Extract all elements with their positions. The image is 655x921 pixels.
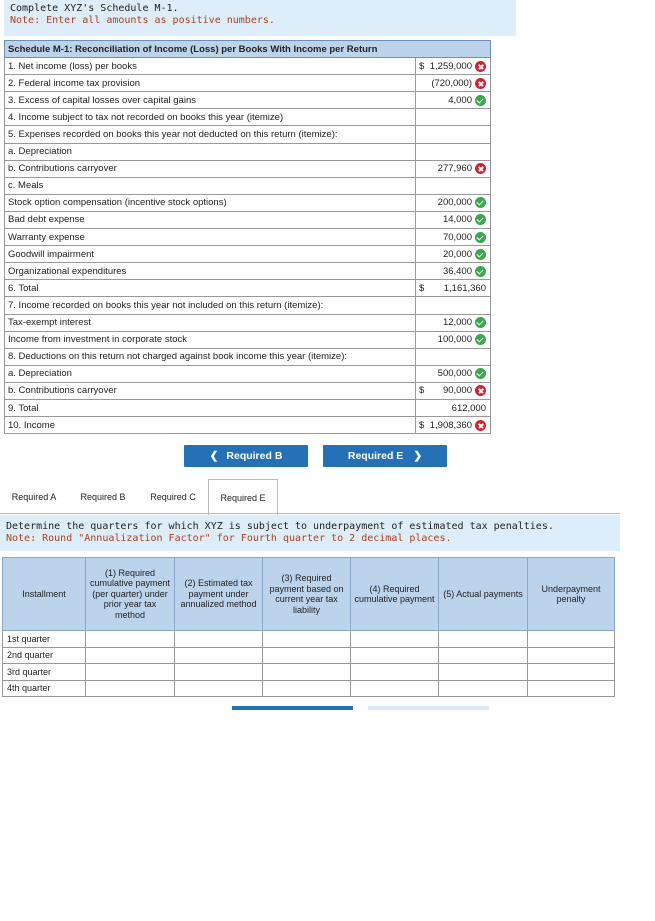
check-icon	[475, 334, 486, 345]
schedule-amount-input[interactable]	[416, 160, 491, 177]
schedule-amount-input[interactable]	[416, 92, 491, 109]
penalty-row	[3, 680, 615, 697]
schedule-row-label: 7. Income recorded on books this year not included on this return (itemize):	[5, 297, 416, 314]
schedule-amount-input[interactable]	[416, 314, 491, 331]
amount-value: 1,161,360	[443, 282, 486, 294]
schedule-amount-input[interactable]	[416, 109, 491, 126]
schedule-amount-input[interactable]	[416, 297, 491, 314]
schedule-row-label: Organizational expenditures	[5, 263, 416, 280]
penalty-table	[2, 557, 615, 697]
schedule-row-label: 4. Income subject to tax not recorded on books this year (itemize)	[5, 109, 416, 126]
next-required-button[interactable]	[323, 445, 447, 467]
schedule-row	[5, 92, 491, 109]
schedule-amount-input[interactable]	[416, 348, 491, 365]
header-annualized-method: (2) Estimated tax payment under annualized method	[175, 558, 263, 631]
penalty-row	[3, 631, 615, 648]
header-required-cumulative: (4) Required cumulative payment	[351, 558, 439, 631]
check-icon	[475, 317, 486, 328]
schedule-row	[5, 348, 491, 365]
header-current-year-liability: (3) Required payment based on current year tax liability	[263, 558, 351, 631]
check-icon	[475, 95, 486, 106]
penalty-input-cell[interactable]	[263, 647, 351, 664]
instructions-title: Complete XYZ's Schedule M-1.	[10, 3, 179, 14]
amount-value: 200,000	[437, 197, 472, 209]
penalty-input-cell[interactable]	[175, 664, 263, 681]
schedule-amount-input[interactable]	[416, 246, 491, 263]
schedule-m1-table	[4, 40, 491, 434]
schedule-row-label: Tax-exempt interest	[5, 314, 416, 331]
penalty-input-cell[interactable]	[528, 680, 615, 697]
amount-value: 90,000	[442, 385, 472, 397]
penalty-input-cell[interactable]	[351, 680, 439, 697]
schedule-row	[5, 365, 491, 382]
penalty-input-cell[interactable]	[528, 631, 615, 648]
schedule-row	[5, 399, 491, 416]
schedule-row-label: 1. Net income (loss) per books	[5, 58, 416, 75]
installment-label: 3rd quarter	[3, 664, 86, 681]
schedule-row	[5, 263, 491, 280]
header-underpayment-penalty: Underpayment penalty	[528, 558, 615, 631]
amount-value: 100,000	[437, 334, 472, 346]
schedule-row-label: Bad debt expense	[5, 211, 416, 228]
instructions2-box	[0, 515, 620, 551]
penalty-input-cell[interactable]	[86, 647, 175, 664]
chevron-left-icon: ❮	[209, 450, 219, 462]
x-icon	[475, 61, 486, 72]
schedule-row-label: Goodwill impairment	[5, 246, 416, 263]
schedule-amount-input[interactable]	[416, 263, 491, 280]
schedule-amount-input[interactable]	[416, 211, 491, 228]
amount-value: 277,960	[437, 163, 472, 175]
schedule-row	[5, 417, 491, 434]
dollar-sign: $	[419, 282, 425, 294]
schedule-row-label: 9. Total	[5, 399, 416, 416]
schedule-row	[5, 297, 491, 314]
next-required-label: Required E	[347, 450, 404, 462]
schedule-row-label: b. Contributions carryover	[5, 382, 416, 399]
schedule-row-label: 10. Income	[5, 417, 416, 434]
schedule-row	[5, 58, 491, 75]
x-icon	[475, 78, 486, 89]
amount-value: 14,000	[442, 214, 472, 226]
required-tabs	[0, 480, 655, 514]
header-installment: Installment	[3, 558, 86, 631]
instructions2-note: Note: Round "Annualization Factor" for Fourth quarter to 2 decimal places.	[6, 533, 452, 544]
penalty-input-cell[interactable]	[175, 680, 263, 697]
tab-required-a[interactable]: Required A	[11, 491, 57, 502]
check-icon	[475, 249, 486, 260]
installment-label: 2nd quarter	[3, 647, 86, 664]
installment-label: 1st quarter	[3, 631, 86, 648]
schedule-row-label: 3. Excess of capital losses over capital gains	[5, 92, 416, 109]
schedule-row-label: b. Contributions carryover	[5, 160, 416, 177]
check-icon	[475, 266, 486, 277]
amount-value: 12,000	[442, 317, 472, 329]
penalty-input-cell[interactable]	[351, 664, 439, 681]
schedule-row	[5, 143, 491, 160]
prev-required-button[interactable]	[184, 445, 308, 467]
penalty-input-cell[interactable]	[439, 647, 528, 664]
check-icon	[475, 232, 486, 243]
schedule-row-label: 8. Deductions on this return not charged against book income this year (itemize):	[5, 348, 416, 365]
schedule-row	[5, 331, 491, 348]
chevron-right-icon: ❯	[413, 450, 423, 462]
tab-divider	[0, 513, 620, 514]
check-icon	[475, 197, 486, 208]
schedule-row-label: a. Depreciation	[5, 365, 416, 382]
penalty-input-cell[interactable]	[439, 664, 528, 681]
penalty-input-cell[interactable]	[175, 647, 263, 664]
penalty-input-cell[interactable]	[263, 664, 351, 681]
schedule-amount-input[interactable]	[416, 143, 491, 160]
schedule-row	[5, 109, 491, 126]
dollar-sign: $	[419, 419, 425, 431]
penalty-row	[3, 664, 615, 681]
schedule-row	[5, 211, 491, 228]
check-icon	[475, 368, 486, 379]
amount-value: 4,000	[448, 94, 472, 106]
schedule-row	[5, 177, 491, 194]
secondary-button[interactable]	[368, 706, 489, 710]
penalty-input-cell[interactable]	[439, 680, 528, 697]
penalty-input-cell[interactable]	[86, 631, 175, 648]
schedule-row	[5, 229, 491, 246]
schedule-amount-input[interactable]	[416, 399, 491, 416]
amount-value: 36,400	[442, 265, 472, 277]
schedule-row-label: Income from investment in corporate stock	[5, 331, 416, 348]
penalty-input-cell[interactable]	[351, 647, 439, 664]
schedule-row	[5, 160, 491, 177]
schedule-row	[5, 280, 491, 297]
x-icon	[475, 420, 486, 431]
schedule-amount-input[interactable]	[416, 177, 491, 194]
prev-required-label: Required B	[226, 450, 283, 462]
schedule-row	[5, 126, 491, 143]
amount-value: 1,259,000	[429, 60, 472, 72]
schedule-row-label: 6. Total	[5, 280, 416, 297]
schedule-row	[5, 382, 491, 399]
schedule-amount-input[interactable]	[416, 382, 491, 399]
schedule-amount-input[interactable]	[416, 280, 491, 297]
schedule-row-label: 2. Federal income tax provision	[5, 75, 416, 92]
amount-value: 20,000	[442, 248, 472, 260]
schedule-row-label: 5. Expenses recorded on books this year not deducted on this return (itemize):	[5, 126, 416, 143]
penalty-input-cell[interactable]	[439, 631, 528, 648]
penalty-input-cell[interactable]	[86, 664, 175, 681]
amount-value: 612,000	[451, 402, 486, 414]
schedule-amount-input[interactable]	[416, 365, 491, 382]
schedule-row-label: Stock option compensation (incentive stock options)	[5, 194, 416, 211]
penalty-input-cell[interactable]	[263, 680, 351, 697]
installment-label: 4th quarter	[3, 680, 86, 697]
penalty-input-cell[interactable]	[528, 647, 615, 664]
penalty-input-cell[interactable]	[263, 631, 351, 648]
schedule-amount-input[interactable]	[416, 75, 491, 92]
amount-value: 1,908,360	[429, 419, 472, 431]
penalty-row	[3, 647, 615, 664]
penalty-input-cell[interactable]	[86, 680, 175, 697]
schedule-row	[5, 75, 491, 92]
schedule-row-label: a. Depreciation	[5, 143, 416, 160]
instructions-box	[4, 0, 516, 36]
header-actual-payments: (5) Actual payments	[439, 558, 528, 631]
x-icon	[475, 163, 486, 174]
schedule-amount-input[interactable]	[416, 229, 491, 246]
amount-value: (720,000)	[431, 77, 472, 89]
dollar-sign: $	[419, 60, 425, 72]
instructions2-text: Determine the quarters for which XYZ is subject to underpayment of estimated tax penalties.	[6, 521, 554, 532]
penalty-input-cell[interactable]	[351, 631, 439, 648]
schedule-amount-input[interactable]	[416, 331, 491, 348]
tab-required-e[interactable]: Required E	[208, 479, 278, 515]
tab-required-c[interactable]: Required C	[150, 491, 196, 502]
schedule-row-label: Warranty expense	[5, 229, 416, 246]
schedule-row	[5, 246, 491, 263]
penalty-input-cell[interactable]	[528, 664, 615, 681]
schedule-header-row	[5, 41, 491, 58]
schedule-header: Schedule M-1: Reconciliation of Income (Loss) per Books With Income per Return	[5, 41, 491, 58]
submit-button[interactable]	[232, 706, 353, 710]
amount-value: 70,000	[442, 231, 472, 243]
penalty-input-cell[interactable]	[175, 631, 263, 648]
schedule-amount-input[interactable]	[416, 417, 491, 434]
amount-value: 500,000	[437, 368, 472, 380]
check-icon	[475, 214, 486, 225]
header-prior-year-method: (1) Required cumulative payment (per quarter) under prior year tax method	[86, 558, 175, 631]
schedule-row	[5, 314, 491, 331]
tab-required-b[interactable]: Required B	[80, 491, 126, 502]
schedule-amount-input[interactable]	[416, 58, 491, 75]
schedule-row	[5, 194, 491, 211]
instructions-note: Note: Enter all amounts as positive numbers.	[10, 15, 275, 26]
schedule-amount-input[interactable]	[416, 126, 491, 143]
dollar-sign: $	[419, 385, 425, 397]
schedule-row-label: c. Meals	[5, 177, 416, 194]
schedule-amount-input[interactable]	[416, 194, 491, 211]
x-icon	[475, 385, 486, 396]
